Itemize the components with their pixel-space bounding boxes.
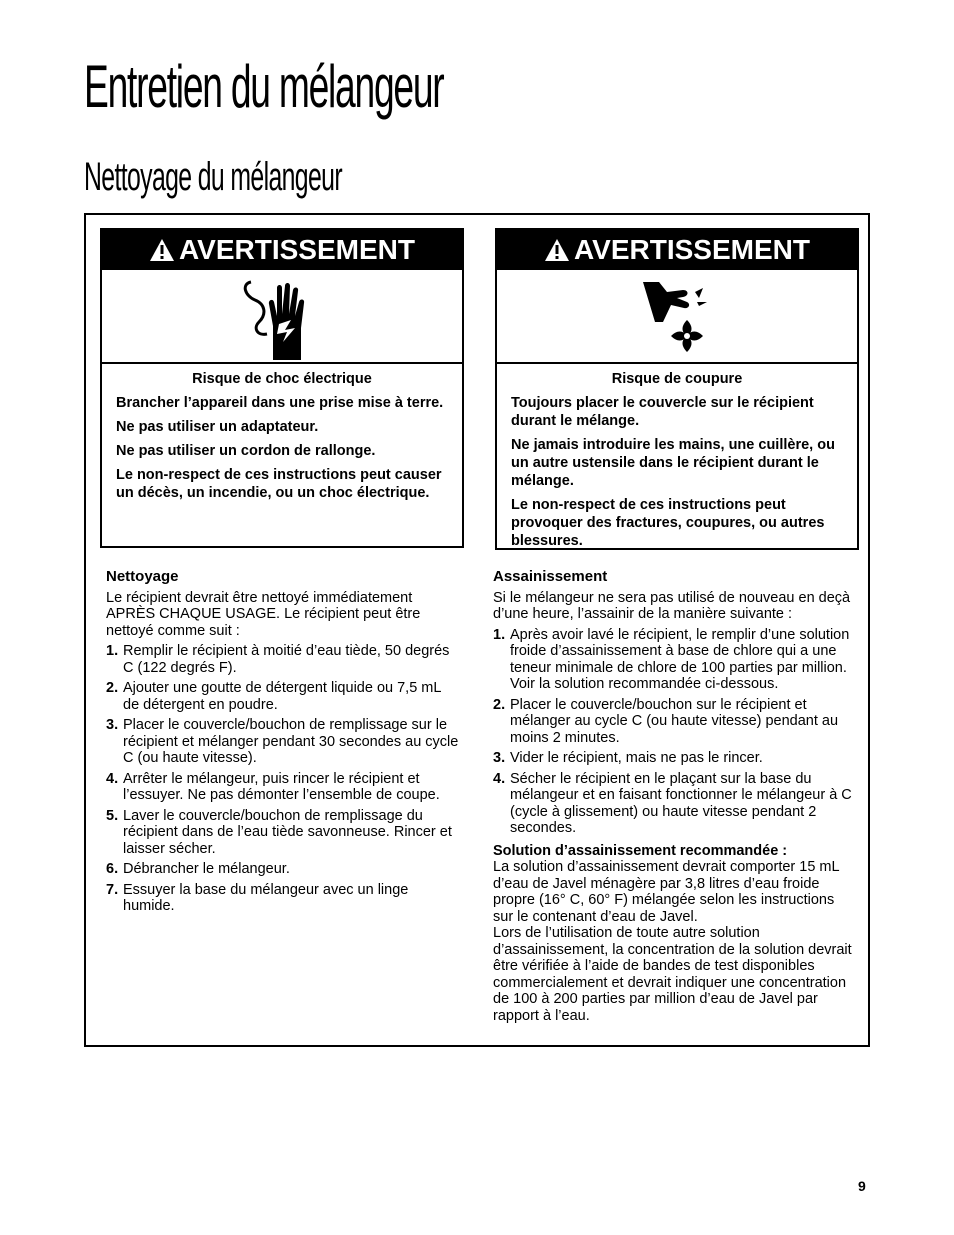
- sanitizing-section: [493, 569, 858, 1024]
- warning-line: Toujours placer le couvercle sur le récipient durant le mélange.: [511, 395, 814, 429]
- warning-risk-title: Risque de coupure: [611, 371, 743, 387]
- step-number: 2.: [493, 696, 506, 713]
- step-number: 2.: [106, 680, 119, 696]
- warning-body: [497, 364, 857, 550]
- electric-shock-hand-icon: [237, 276, 317, 362]
- list-item: [106, 808, 461, 858]
- solution-block: [493, 843, 858, 1025]
- step-text: Sécher le récipient en le plaçant sur la base du mélangeur et en faisant fonctionner le mélangeur à C (cycle à glissement) ou haute vitesse pendant 2 secondes.: [510, 770, 852, 836]
- cleaning-intro: Le récipient devrait être nettoyé immédiatement APRÈS CHAQUE USAGE. Le récipient peut être nettoyé comme suit :: [106, 589, 421, 639]
- step-number: 6.: [106, 861, 119, 877]
- warning-box-cut: [495, 228, 859, 550]
- other-solution-text: Lors de l’utilisation de toute autre solution d’assainissement, la concentration de la solution devrait être vérifiée à l’aide de bandes de test disponibles commercialement et devrait indiquer une concentration de 100 à 200 parties par million d’eau de Javel par rapport à l’eau.: [493, 925, 852, 1024]
- list-item: [106, 771, 461, 804]
- warning-icon-area: [497, 270, 857, 364]
- warning-body: [102, 364, 462, 502]
- list-item: [493, 697, 858, 747]
- list-item: [106, 882, 461, 915]
- list-item: [493, 771, 858, 837]
- step-text: Après avoir lavé le récipient, le remplir d’une solution froide d’assainissement à base de chlore qui a une teneur minimale de chlore de 100 parties par million. Voir la solution recommandée ci-dessous.: [510, 626, 850, 692]
- step-number: 1.: [493, 626, 506, 643]
- list-item: [106, 861, 461, 878]
- step-text: Vider le récipient, mais ne pas le rincer.: [510, 750, 763, 766]
- step-number: 4.: [493, 770, 506, 787]
- blade-cut-hand-icon: [637, 278, 717, 364]
- sanitizing-intro: Si le mélangeur ne sera pas utilisé de nouveau en deçà d’une heure, l’assainir de la manière suivante :: [493, 589, 851, 622]
- step-text: Placer le couvercle/bouchon sur le récipient et mélanger au cycle C (ou haute vitesse) pendant au moins 2 minutes.: [510, 696, 839, 746]
- warning-line: Brancher l’appareil dans une prise mise à terre.: [116, 395, 444, 411]
- warning-line: Le non-respect de ces instructions peut causer un décès, un incendie, ou un choc électrique.: [116, 467, 442, 501]
- sanitizing-steps: [493, 627, 858, 837]
- solution-text: La solution d’assainissement devrait comporter 15 mL d’eau de Javel ménagère par 3,8 litres d’eau froide propre (16° C, 60° F) mélangée selon les instructions sur le contenant d’eau de Javel.: [493, 859, 840, 925]
- warning-header-label: AVERTISSEMENT: [179, 234, 415, 265]
- step-text: Essuyer la base du mélangeur avec un linge humide.: [123, 881, 409, 914]
- warning-line: Ne pas utiliser un cordon de rallonge.: [116, 443, 376, 459]
- page-number: 9: [858, 1178, 866, 1194]
- step-text: Placer le couvercle/bouchon de remplissage sur le récipient et mélanger pendant 30 secondes au cycle C (ou haute vitesse).: [123, 717, 459, 766]
- page-title: Entretien du mélangeur: [84, 53, 444, 120]
- page-subtitle: Nettoyage du mélangeur: [84, 155, 342, 199]
- list-item: [106, 717, 461, 767]
- list-item: [106, 680, 461, 713]
- step-number: 3.: [106, 717, 119, 733]
- step-number: 7.: [106, 881, 119, 898]
- warning-icon-area: [102, 270, 462, 364]
- cleaning-heading: Nettoyage: [106, 568, 179, 585]
- warning-risk-title: Risque de choc électrique: [192, 371, 372, 387]
- sanitizing-heading: Assainissement: [493, 568, 608, 585]
- list-item: [106, 643, 461, 676]
- warning-header: [497, 230, 857, 270]
- list-item: [493, 627, 858, 693]
- warning-header-label: AVERTISSEMENT: [574, 234, 810, 265]
- warning-line: Ne pas utiliser un adaptateur.: [116, 419, 319, 435]
- warning-triangle-icon: [544, 237, 570, 263]
- warning-line: Le non-respect de ces instructions peut provoquer des fractures, coupures, ou autres blessures.: [511, 497, 825, 549]
- step-text: Arrêter le mélangeur, puis rincer le récipient et l’essuyer. Ne pas démonter l’ensemble de coupe.: [123, 770, 440, 803]
- step-number: 4.: [106, 770, 119, 787]
- list-item: [493, 750, 858, 767]
- cleaning-section: [106, 569, 461, 919]
- solution-heading: Solution d’assainissement recommandée :: [493, 842, 788, 859]
- warning-header: [102, 230, 462, 270]
- content-frame: [84, 213, 870, 1047]
- step-number: 5.: [106, 807, 119, 824]
- step-text: Remplir le récipient à moitié d’eau tiède, 50 degrés C (122 degrés F).: [123, 643, 450, 676]
- step-text: Ajouter une goutte de détergent liquide ou 7,5 mL de détergent en poudre.: [123, 680, 441, 713]
- step-number: 1.: [106, 643, 119, 659]
- step-text: Débrancher le mélangeur.: [123, 861, 290, 877]
- step-text: Laver le couvercle/bouchon de remplissage du récipient dans de l’eau tiède savonneuse. Rincer et laisser sécher.: [123, 807, 452, 857]
- cleaning-steps: [106, 643, 461, 915]
- warning-box-shock: [100, 228, 464, 548]
- step-number: 3.: [493, 750, 506, 766]
- warning-triangle-icon: [149, 237, 175, 263]
- warning-line: Ne jamais introduire les mains, une cuillère, ou un autre ustensile dans le récipient durant le mélange.: [511, 437, 835, 489]
